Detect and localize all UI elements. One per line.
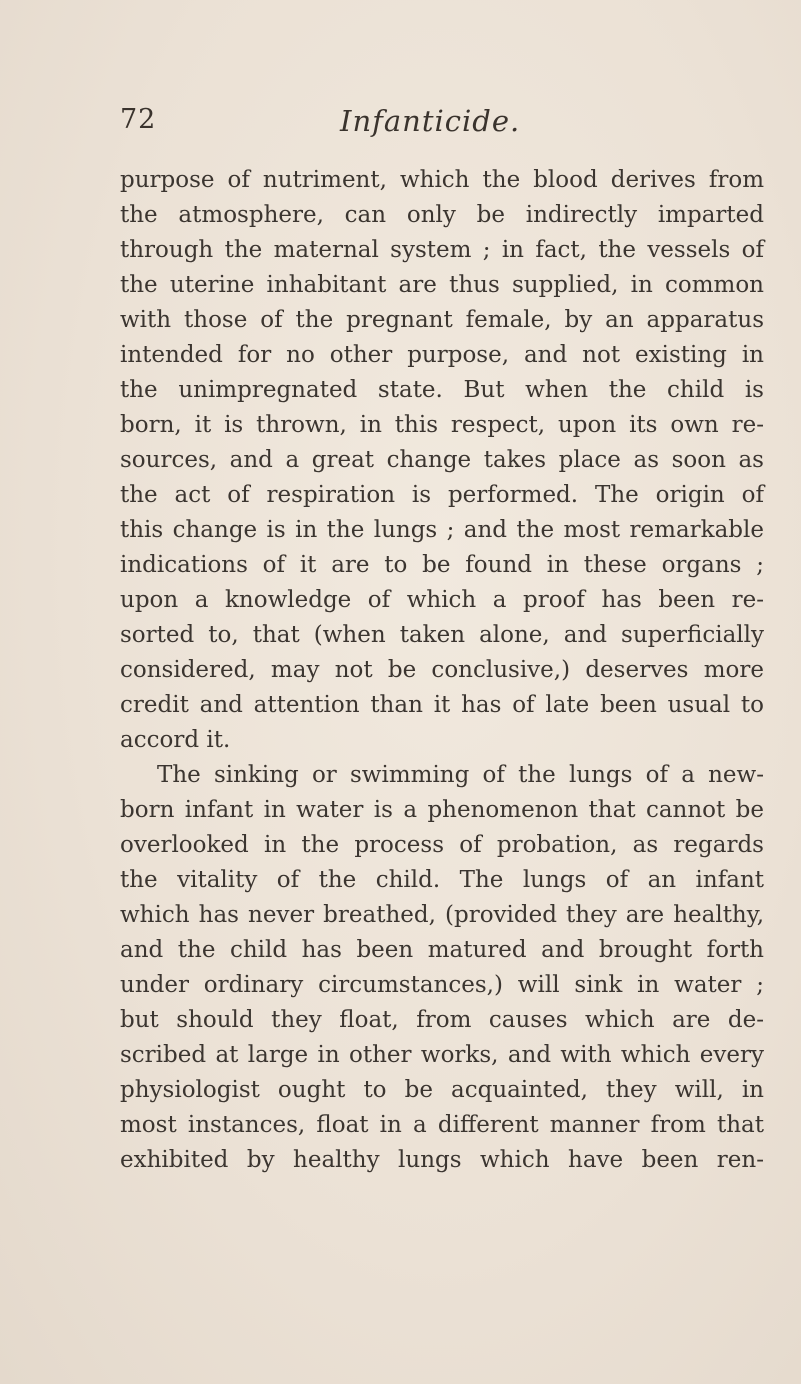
text-line: but should they float, from causes which are de- (120, 1007, 764, 1033)
text-line: purpose of nutriment, which the blood derives from (120, 167, 764, 193)
text-line: the act of respiration is performed. The origin of (120, 482, 764, 508)
text-line: upon a knowledge of which a proof has been re- (120, 587, 764, 613)
text-line: under ordinary circumstances,) will sink in water ; (120, 972, 764, 998)
text-line: intended for no other purpose, and not existing in (120, 342, 764, 368)
text-line: born infant in water is a phenomenon that cannot be (120, 797, 764, 823)
text-line: overlooked in the process of probation, as regards (120, 832, 764, 858)
text-line: and the child has been matured and brought forth (120, 937, 764, 963)
text-line: considered, may not be conclusive,) deserves more (120, 657, 764, 683)
text-line: physiologist ought to be acquainted, they will, in (120, 1077, 764, 1103)
text-line: sorted to, that (when taken alone, and superficially (120, 622, 764, 648)
text-line: indications of it are to be found in these organs ; (120, 552, 764, 578)
page-number: 72 (120, 104, 157, 135)
paragraph-start-line: The sinking or swimming of the lungs of a new- (157, 762, 764, 788)
text-line: the atmosphere, can only be indirectly imparted (120, 202, 764, 228)
text-line: this change is in the lungs ; and the most remarkable (120, 517, 764, 543)
text-line: through the maternal system ; in fact, the vessels of (120, 237, 764, 263)
text-line: the vitality of the child. The lungs of an infant (120, 867, 764, 893)
text-line: with those of the pregnant female, by an apparatus (120, 307, 764, 333)
text-line: credit and attention than it has of late been usual to (120, 692, 764, 718)
text-line: sources, and a great change takes place as soon as (120, 447, 764, 473)
page-header (0, 104, 801, 144)
text-line: exhibited by healthy lungs which have been ren- (120, 1147, 764, 1173)
text-line: born, it is thrown, in this respect, upon its own re- (120, 412, 764, 438)
running-title: Infanticide. (340, 104, 521, 138)
text-line: most instances, float in a different manner from that (120, 1112, 764, 1138)
text-line: the uterine inhabitant are thus supplied, in common (120, 272, 764, 298)
paragraph-end-line: accord it. (120, 727, 231, 753)
text-line: which has never breathed, (provided they are healthy, (120, 902, 764, 928)
text-line: scribed at large in other works, and with which every (120, 1042, 764, 1068)
text-line: the unimpregnated state. But when the child is (120, 377, 764, 403)
body-text (120, 163, 764, 1178)
